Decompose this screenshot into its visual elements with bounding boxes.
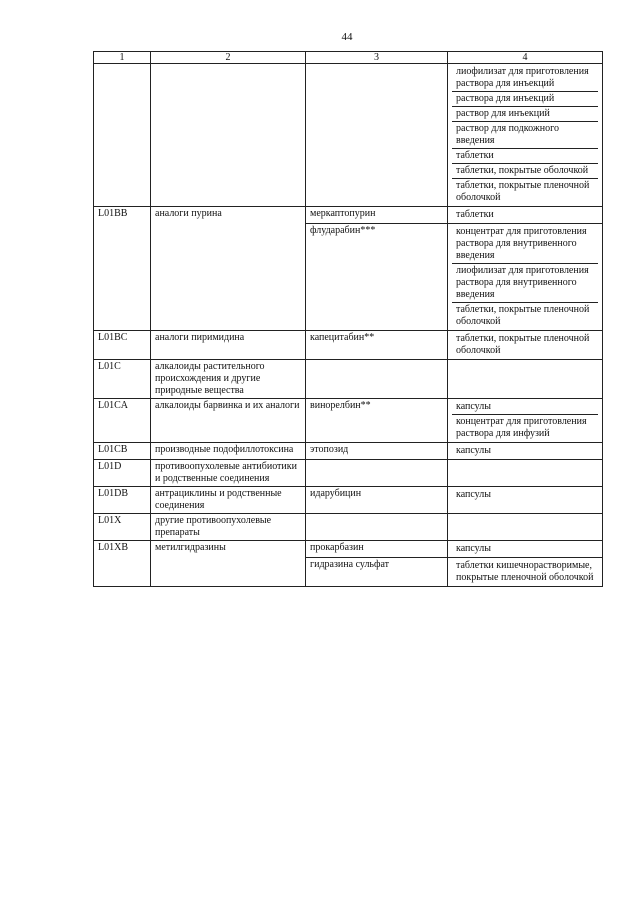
dosage-form-list <box>452 208 598 222</box>
dosage-form-item: капсулы <box>456 543 491 554</box>
table-row <box>94 64 603 207</box>
dosage-form-list <box>452 559 598 585</box>
table-header-row <box>94 52 603 64</box>
table-row <box>94 514 603 541</box>
table-row <box>94 443 603 460</box>
drug-name-cell <box>306 460 448 487</box>
table-row <box>94 487 603 514</box>
dosage-form-item: таблетки <box>452 149 598 164</box>
dosage-form-list <box>452 65 598 205</box>
group-name-cell: алкалоиды растительного происхождения и другие природные вещества <box>151 360 306 399</box>
table-row <box>94 541 603 558</box>
atc-code-cell: L01XB <box>94 541 151 587</box>
atc-code-cell <box>94 64 151 207</box>
dosage-forms-cell <box>448 541 603 558</box>
atc-code-cell: L01BC <box>94 331 151 360</box>
dosage-form-item: концентрат для приготовления раствора для инфузий <box>456 416 587 439</box>
dosage-form-item: раствор для инъекций <box>452 107 598 122</box>
drug-name-cell: идарубицин <box>306 487 448 514</box>
dosage-form-list <box>452 332 598 358</box>
table-row <box>94 331 603 360</box>
drug-name-cell: меркаптопурин <box>306 207 448 224</box>
dosage-forms-cell <box>448 224 603 331</box>
atc-code-cell: L01BB <box>94 207 151 331</box>
table-row <box>94 399 603 443</box>
drug-name-cell: прокарбазин <box>306 541 448 558</box>
atc-code-cell: L01DB <box>94 487 151 514</box>
dosage-form-list <box>452 444 598 458</box>
group-name-cell: противоопухолевые антибиотики и родственные соединения <box>151 460 306 487</box>
column-header-1: 1 <box>94 52 151 64</box>
group-name-cell: метилгидразины <box>151 541 306 587</box>
dosage-form-item: таблетки кишечнорастворимые, покрытые пленочной оболочкой <box>456 560 594 583</box>
group-name-cell: производные подофиллотоксина <box>151 443 306 460</box>
drug-name-cell <box>306 64 448 207</box>
dosage-forms-cell <box>448 360 603 399</box>
drug-name-cell: этопозид <box>306 443 448 460</box>
drug-name-cell <box>306 514 448 541</box>
dosage-form-item: лиофилизат для приготовления раствора для инъекций <box>452 65 598 92</box>
dosage-form-list <box>452 515 598 529</box>
dosage-form-list <box>452 361 598 375</box>
group-name-cell: аналоги пиримидина <box>151 331 306 360</box>
group-name-cell: алкалоиды барвинка и их аналоги <box>151 399 306 443</box>
drug-name-cell: капецитабин** <box>306 331 448 360</box>
drug-name-cell: флударабин*** <box>306 224 448 331</box>
dosage-form-list <box>452 488 598 502</box>
dosage-forms-cell <box>448 460 603 487</box>
group-name-cell: другие противоопухолевые препараты <box>151 514 306 541</box>
dosage-form-list <box>452 400 598 441</box>
dosage-form-list <box>452 461 598 475</box>
dosage-form-item <box>452 515 598 529</box>
atc-code-cell: L01CA <box>94 399 151 443</box>
atc-code-cell: L01X <box>94 514 151 541</box>
dosage-form-item: лиофилизат для приготовления раствора для внутривенного введения <box>452 264 598 303</box>
column-header-3: 3 <box>306 52 448 64</box>
dosage-form-item: капсулы <box>452 400 598 415</box>
column-header-2: 2 <box>151 52 306 64</box>
dosage-form-list <box>452 225 598 329</box>
dosage-forms-cell <box>448 487 603 514</box>
dosage-form-item: таблетки, покрытые пленочной оболочкой <box>456 333 590 356</box>
group-name-cell: антрациклины и родственные соединения <box>151 487 306 514</box>
dosage-form-item <box>452 461 598 475</box>
dosage-form-item: таблетки, покрытые пленочной оболочкой <box>456 304 590 327</box>
dosage-forms-cell <box>448 558 603 587</box>
drug-table <box>93 51 603 587</box>
dosage-form-item: концентрат для приготовления раствора для внутривенного введения <box>452 225 598 264</box>
table-row <box>94 207 603 224</box>
table-row <box>94 360 603 399</box>
dosage-forms-cell <box>448 207 603 224</box>
atc-code-cell: L01C <box>94 360 151 399</box>
atc-code-cell: L01CB <box>94 443 151 460</box>
dosage-form-item: раствор для подкожного введения <box>452 122 598 149</box>
page-number: 44 <box>341 31 353 43</box>
dosage-form-list <box>452 542 598 556</box>
table-row <box>94 460 603 487</box>
dosage-form-item <box>452 361 598 375</box>
group-name-cell: аналоги пурина <box>151 207 306 331</box>
atc-code-cell: L01D <box>94 460 151 487</box>
dosage-forms-cell <box>448 331 603 360</box>
dosage-forms-cell <box>448 514 603 541</box>
drug-name-cell: винорелбин** <box>306 399 448 443</box>
dosage-form-item: таблетки, покрытые оболочкой <box>452 164 598 179</box>
dosage-form-item: таблетки <box>456 209 494 220</box>
dosage-form-item: раствора для инъекций <box>452 92 598 107</box>
dosage-form-item: капсулы <box>456 445 491 456</box>
dosage-form-item: капсулы <box>456 489 491 500</box>
dosage-forms-cell <box>448 443 603 460</box>
dosage-forms-cell <box>448 399 603 443</box>
dosage-form-item: таблетки, покрытые пленочной оболочкой <box>456 180 590 203</box>
dosage-forms-cell <box>448 64 603 207</box>
group-name-cell <box>151 64 306 207</box>
drug-name-cell <box>306 360 448 399</box>
drug-name-cell: гидразина сульфат <box>306 558 448 587</box>
column-header-4: 4 <box>448 52 603 64</box>
